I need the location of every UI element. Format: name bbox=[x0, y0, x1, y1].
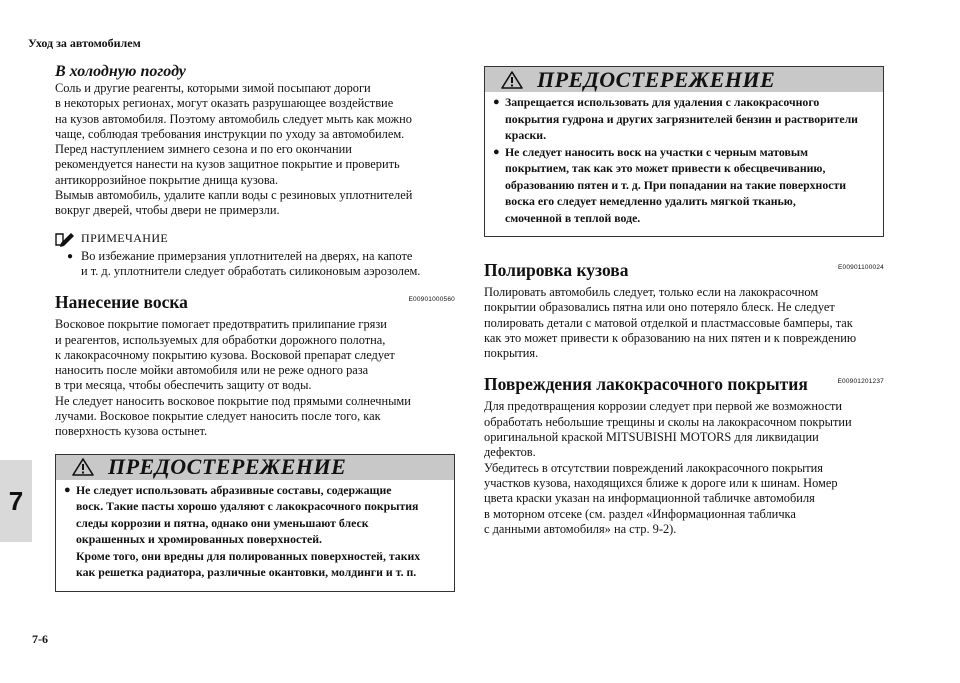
text-line: Не следует наносить восковое покрытие под прямыми солнечными bbox=[55, 393, 411, 408]
text-line: покрытии образовались пятна или оно потеряло блеск. Не следует bbox=[484, 300, 835, 315]
text-line: полировать детали с матовой отделкой и пластмассовые бамперы, так bbox=[484, 315, 853, 330]
winter-text bbox=[55, 81, 455, 219]
text-line: к лакокрасочному покрытию кузова. Восковой препарат следует bbox=[55, 347, 395, 362]
chapter-tab bbox=[0, 460, 32, 542]
damage-title: Повреждения лакокрасочного покрытия bbox=[484, 374, 808, 395]
text-line: наносить после мойки автомобиля или не реже одного раза bbox=[55, 363, 369, 378]
left-column bbox=[55, 62, 455, 592]
polish-header bbox=[484, 257, 884, 281]
text-line: поверхность кузова остынет. bbox=[55, 424, 208, 439]
text-line: Соль и другие реагенты, которыми зимой посыпают дороги bbox=[55, 81, 371, 95]
text-line: Полировать автомобиль следует, только если на лакокрасочном bbox=[484, 285, 819, 299]
text-line: и т. д. уплотнители следует обработать силиконовым аэрозолем. bbox=[81, 263, 421, 278]
wax-title: Нанесение воска bbox=[55, 292, 188, 313]
damage-text bbox=[484, 399, 884, 537]
text-line: чаще, соблюдая требования инструкции по уходу за автомобилем. bbox=[55, 126, 405, 141]
text-line: цвета краски указан на информационной табличке автомобиля bbox=[484, 491, 815, 506]
wax-header bbox=[55, 289, 455, 313]
text-line: покрытием, так как это может привести к обесцвечиванию, bbox=[505, 161, 826, 175]
warning-box-cleaning bbox=[484, 66, 884, 237]
polish-code: E00901100024 bbox=[837, 264, 884, 271]
text-line: в три месяца, чтобы обеспечить защиту от воды. bbox=[55, 378, 312, 393]
text-line: лучами. Восковое покрытие следует наносить после того, как bbox=[55, 409, 381, 424]
bullet-icon: ● bbox=[67, 250, 74, 262]
text-line: вокруг дверей, чтобы двери не примерзли. bbox=[55, 203, 280, 218]
warning-item-text bbox=[505, 94, 873, 144]
note-item bbox=[55, 249, 455, 280]
warning-item bbox=[62, 482, 444, 581]
bullet-icon: ● bbox=[493, 96, 500, 108]
text-line: покрытия. bbox=[484, 346, 539, 361]
running-header: Уход за автомобилем bbox=[28, 36, 141, 50]
text-line: Во избежание примерзания уплотнителей на дверях, на капоте bbox=[81, 248, 413, 263]
text-line: воска его следует немедленно удалить мягкой тканью, bbox=[505, 194, 796, 208]
text-line: образованию пятен и т. д. При попадании на такие поверхности bbox=[505, 177, 847, 192]
note-item-text bbox=[81, 249, 455, 280]
text-line: как решетка радиатора, различные окантовки, молдинги и т. п. bbox=[76, 565, 417, 580]
text-line: и реагентов, используемых для обработки дорожного полотна, bbox=[55, 332, 386, 347]
text-line: оригинальной краской MITSUBISHI MOTORS для ликвидации bbox=[484, 430, 819, 445]
warning-header bbox=[56, 455, 454, 480]
warning-body bbox=[485, 92, 883, 236]
chapter-tab-number: 7 bbox=[8, 485, 24, 516]
text-line: Восковое покрытие помогает предотвратить прилипание грязи bbox=[55, 317, 387, 332]
text-line: с данными автомобиля» на стр. 9-2). bbox=[484, 521, 677, 536]
text-line: антикоррозийное покрытие днища кузова. bbox=[55, 172, 279, 187]
section-winter bbox=[55, 62, 455, 219]
note-header bbox=[55, 231, 455, 247]
warning-triangle-icon bbox=[72, 458, 94, 476]
warning-body bbox=[56, 480, 454, 591]
text-line: в моторном отсеке (см. раздел «Информационная табличка bbox=[484, 506, 796, 521]
text-line: воск. Такие пасты хорошо удаляют с лакокрасочного покрытия bbox=[76, 499, 419, 514]
warning-box-wax bbox=[55, 454, 455, 592]
wax-text bbox=[55, 317, 455, 439]
text-line: Перед наступлением зимнего сезона и по его окончании bbox=[55, 142, 352, 157]
text-line: Убедитесь в отсутствии повреждений лакокрасочного покрытия bbox=[484, 460, 823, 475]
note-block bbox=[55, 231, 455, 280]
damage-header bbox=[484, 371, 884, 395]
note-pencil-icon bbox=[55, 231, 75, 247]
text-line: в некоторых регионах, могут оказать разрушающее воздействие bbox=[55, 96, 394, 111]
text-line: обработать небольшие трещины и сколы на лакокрасочном покрытии bbox=[484, 414, 852, 429]
warning-item-text bbox=[505, 144, 873, 227]
right-column bbox=[484, 66, 884, 537]
text-line: дефектов. bbox=[484, 445, 536, 460]
page-number: 7-6 bbox=[32, 632, 48, 646]
winter-title: В холодную погоду bbox=[55, 63, 186, 80]
text-line: Вымыв автомобиль, удалите капли воды с резиновых уплотнителей bbox=[55, 188, 413, 203]
bullet-icon: ● bbox=[493, 145, 500, 158]
warning-triangle-icon bbox=[501, 71, 523, 89]
text-line: смоченной в теплой воде. bbox=[505, 210, 641, 225]
polish-title: Полировка кузова bbox=[484, 260, 629, 280]
section-paint-damage bbox=[484, 371, 884, 537]
text-line: Кроме того, они вредны для полированных поверхностей, таких bbox=[76, 548, 421, 563]
warning-title: ПРЕДОСТЕРЕЖЕНИЕ bbox=[108, 454, 347, 480]
text-line: Не следует наносить воск на участки с черным матовым bbox=[505, 144, 809, 159]
text-line: краски. bbox=[505, 128, 547, 142]
warning-item bbox=[491, 144, 873, 227]
warning-title: ПРЕДОСТЕРЕЖЕНИЕ bbox=[537, 66, 776, 92]
warning-item bbox=[491, 94, 873, 144]
note-label: ПРИМЕЧАНИЕ bbox=[81, 231, 169, 246]
text-line: окрашенных и хромированных поверхностей. bbox=[76, 532, 322, 547]
text-line: Не следует использовать абразивные составы, содержащие bbox=[76, 482, 392, 497]
text-line: на кузов автомобиля. Поэтому автомобиль следует мыть как можно bbox=[55, 111, 412, 126]
text-line: Запрещается использовать для удаления с лакокрасочного bbox=[505, 95, 820, 109]
warning-header bbox=[485, 67, 883, 92]
text-line: покрытия гудрона и других загрязнителей бензин и растворители bbox=[505, 111, 858, 126]
section-wax bbox=[55, 289, 455, 439]
section-polish bbox=[484, 257, 884, 361]
polish-text bbox=[484, 285, 884, 361]
text-line: участков кузова, находящихся ближе к дороге или к шинам. Номер bbox=[484, 475, 838, 490]
text-line: Для предотвращения коррозии следует при первой же возможности bbox=[484, 399, 842, 414]
text-line: как это может привести к образованию на них пятен и к повреждению bbox=[484, 330, 857, 345]
text-line: рекомендуется нанести на кузов защитное покрытие и проверить bbox=[55, 157, 400, 172]
damage-code: E00901201237 bbox=[837, 378, 884, 386]
bullet-icon: ● bbox=[64, 483, 71, 496]
text-line: следы коррозии и пятна, однако они уменьшают блеск bbox=[76, 515, 369, 530]
wax-code: E00901000560 bbox=[408, 296, 455, 304]
warning-item-text bbox=[76, 482, 444, 581]
